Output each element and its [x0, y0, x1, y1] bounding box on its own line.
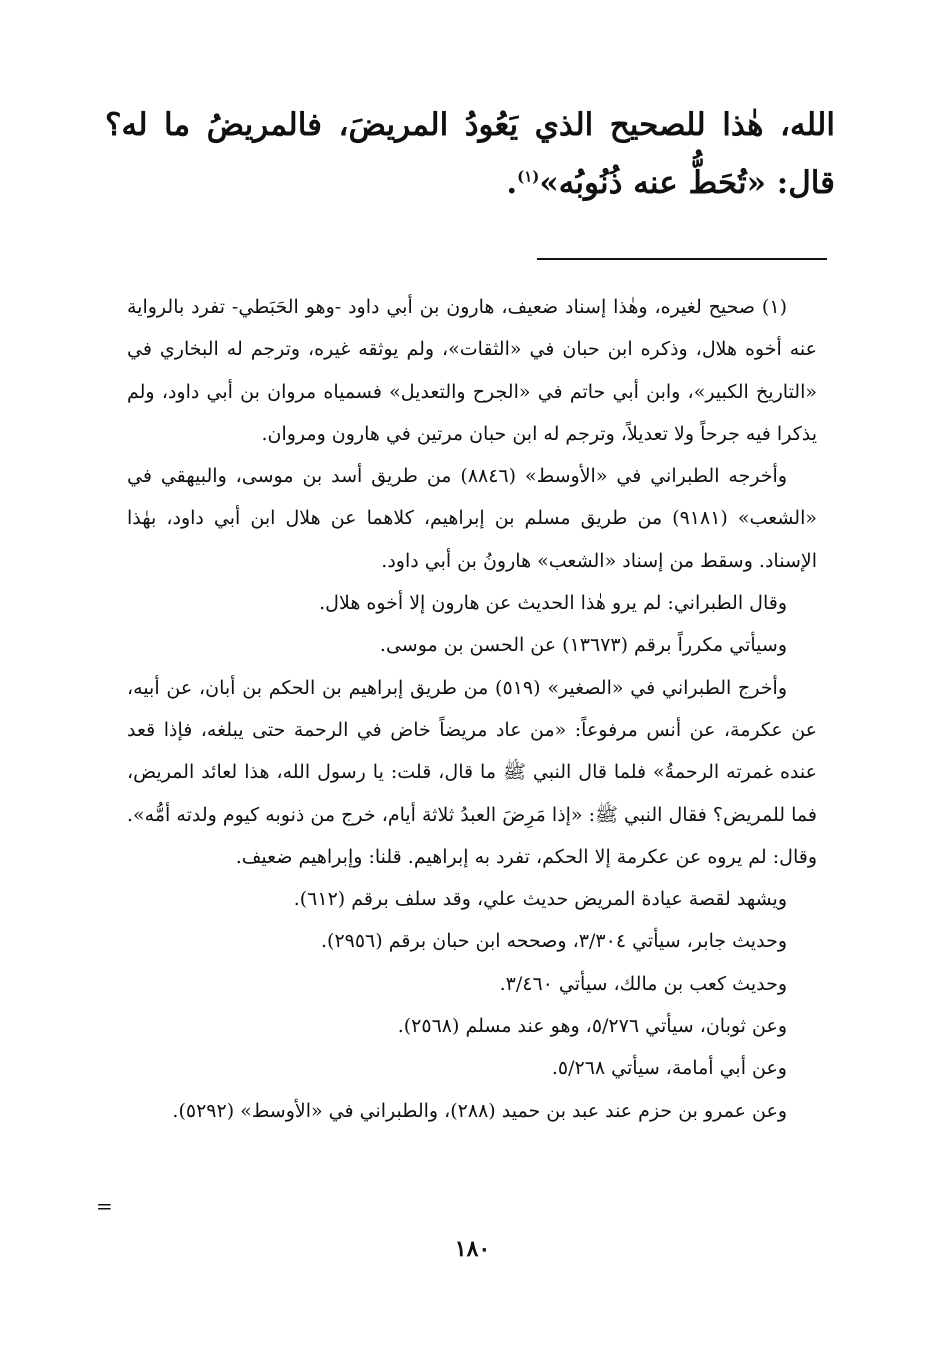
footnote-reference: (١)	[517, 167, 540, 186]
footnote-paragraph-2: وأخرجه الطبراني في «الأوسط» (٨٨٤٦) من طريق أسد بن موسى، والبيهقي في «الشعب» (٩١٨١) من طريق مسلم بن إبراهيم، كلاهما عن هلال ابن أبي داود، بهٰذا الإسناد. وسقط من إسناد «الشعب» هارونُ بن أبي داود.	[127, 465, 817, 572]
footnote-paragraph-4: وسيأتي مكرراً برقم (١٣٦٧٣) عن الحسن بن موسى.	[379, 634, 787, 657]
footnote-paragraph-6: ويشهد لقصة عيادة المريض حديث علي، وقد سلف برقم (٦١٢).	[293, 888, 787, 911]
footnote-paragraph-7: وحديث جابر، سيأتي ٣/٣٠٤، وصححه ابن حبان برقم (٢٩٥٦).	[320, 930, 787, 953]
footnote-paragraph-5: وأخرج الطبراني في «الصغير» (٥١٩) من طريق إبراهيم بن الحكم بن أبان، عن أبيه، عن عكرمة، عن أنس مرفوعاً: «من عاد مريضاً خاض في الرحمة حتى يبلغه، فإذا قعد عنده غمرته الرحمةُ» فلما قال النبي ﷺ ما قال، قلت: يا رسول الله، هذا لعائد المريض، فما للمريض؟ فقال النبي ﷺ: «إذا مَرِضَ العبدُ ثلاثة أيام، خرج من ذنوبه كيوم ولدته أمُّه». وقال: لم يروه عن عكرمة إلا الحكم، تفرد به إبراهيم. قلنا: وإبراهيم ضعيف.	[127, 676, 817, 868]
footnote-paragraph-11: وعن عمرو بن حزم عند عبد بن حميد (٢٨٨)، والطبراني في «الأوسط» (٥٢٩٢).	[172, 1099, 787, 1122]
footnote-separator-rule	[537, 258, 827, 260]
footnote-paragraph-1: (١) صحيح لغيره، وهٰذا إسناد ضعيف، هارون بن أبي داود -وهو الحَبَطي- تفرد بالرواية عنه أخوه هلال، وذكره ابن حبان في «الثقات»، ولم يوثقه غيره، وترجم له البخاري في «التاريخ الكبير»، وابن أبي حاتم في «الجرح والتعديل» فسمياه مروان بن أبي داود، ولم يذكرا فيه جرحاً ولا تعديلاً، وترجم له ابن حبان مرتين في هارون ومروان.	[127, 296, 817, 445]
continuation-mark: =	[96, 1194, 113, 1218]
main-text-line-1: الله، هٰذا للصحيح الذي يَعُودُ المريضَ، فالمريضُ ما له؟ قال:	[105, 107, 835, 201]
footnote-paragraph-3: وقال الطبراني: لم يرو هٰذا الحديث عن هارون إلا أخوه هلال.	[319, 592, 787, 615]
main-text-line-2: «تُحَطُّ عنه ذُنُوبُه»	[539, 165, 766, 201]
footnote-paragraph-10: وعن أبي أمامة، سيأتي ٥/٢٦٨.	[551, 1057, 787, 1080]
main-text-block	[105, 96, 835, 212]
footnote-paragraph-8: وحديث كعب بن مالك، سيأتي ٣/٤٦٠.	[499, 972, 787, 995]
main-text-paragraph	[105, 96, 835, 212]
main-text-end-punctuation: .	[506, 165, 518, 201]
footnote-paragraph-9: وعن ثوبان، سيأتي ٥/٢٧٦، وهو عند مسلم (٢٥٦٨).	[397, 1015, 787, 1038]
footnotes-block	[127, 286, 817, 1132]
page-number: ١٨٠	[454, 1236, 491, 1262]
